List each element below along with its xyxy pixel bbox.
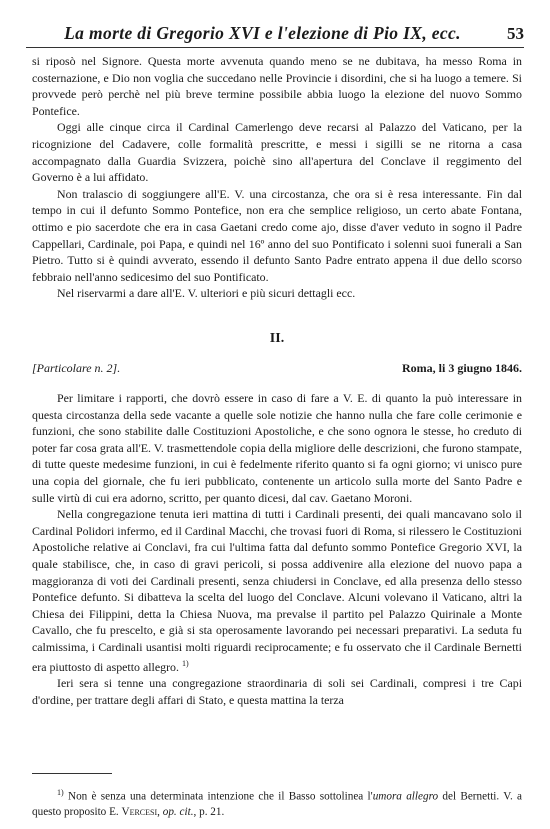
footnote-ref-marker: 1) (181, 658, 189, 668)
footnote-op-cit: op. cit. (162, 806, 194, 819)
page-body (32, 53, 522, 708)
page-number: 53 (507, 24, 524, 43)
footnote-italic-phrase: umora allegro (372, 790, 439, 803)
congregazione-text: Nella congregazione tenuta ieri mattina di tutti i Cardinali presenti, dei quali mancavano solo il Cardinal Polidori infermo, ed il Cardinal Macchi, che trovasi fuori di Roma, si rilessero le Costituzioni Apostoliche relative ai Conclavi, fra cui l'ultima fatta dal defunto sommo Pontefice Gregorio XVI, la quale stabilisce, che, in caso di gravi pericoli, si possa addivenire alla elezione del nuovo papa a maggioranza di voti dei Cardinali presenti, senza chiudersi in Conclave, ed alla presenza dello stesso Pontefice defunto. Si dibatteva la scelta del luogo del Conclave. Alcuni volevano il Vaticano, altri la Chiesa dei Filippini, detta la Chiesa Nuova, ma prevalse il partito pel Palazzo Quirinale a Monte Cavallo, che fu prescelto, e già si sta operosamente lavorando pei necessari preparativi. La seduta fu calmissima, i Cardinali usantisi molti riguardi reciprocamente; e fu osservato che il Cardinale Bernetti era piuttosto di aspetto allegro. (32, 507, 522, 674)
footnote-rule (32, 773, 112, 774)
footnote-text-c: , (157, 806, 163, 819)
header-rule (26, 47, 524, 48)
section-number: II. (269, 330, 285, 346)
footnote-page-ref: , p. 21. (193, 806, 225, 819)
running-header (26, 12, 524, 44)
paragraph-rapporti: Per limitare i rapporti, che dovrò essere in caso di fare a V. E. di quanto la può interessare in questa circostanza della sede vacante a quelle sole notizie che hanno nulla che fare colle cerimonie e funzioni, che sono stabilite dalle Costituzioni Apostoliche, e che sono ognora le stesse, ho creduto di poter far cosa grata all'E. V. trasmettendole copia della migliore delle descrizioni, che furono stampate, di tutte queste medesime funzioni, in cui è fedelmente riferito quanto si fa ogni giorno; vi unisco pure una copia del giornale, che fu ieri pubblicato, contenente un articolo sulla morte del Santo Padre e sulle virtù di cui era adorno, scritto, per quanto dicesi, dal cav. Gaetano Moroni. (32, 391, 522, 505)
place-date: Roma, li 3 giugno 1846. (401, 360, 522, 375)
paragraph-ieri-sera: Ieri sera si tenne una congregazione straordinaria di soli sei Cardinali, compresi i tre Capi d'ordine, per trattare degli affari di Stato, e questa mattina la terza (32, 676, 522, 707)
paragraph-circostanza: Non tralascio di soggiungere all'E. V. una circostanza, che ora si è resa interessante. Fin dal tempo in cui il defunto Sommo Pontefice, non era che semplice religioso, un certo abate Fontana, ottimo e pio sacerdote che era in casa Gaetani credo come ajo, disse d'aver veduto in sogno il Padre Cappellari, Cardinale, poi Papa, e quindi nel 16º anno del suo Pontificato i solenni suoi funerali a San Pietro. Tutto si è quindi avverato, essendo il defunto Santo Padre entrato appena il due dello scorso febbraio nell'anno sedicesimo del suo Pontificato. (32, 186, 522, 284)
footnote-text-a: Non è senza una determinata intenzione che il Basso sottolinea l' (67, 790, 373, 803)
paragraph-closing: Nel riservarmi a dare all'E. V. ulteriori e più sicuri dettagli ecc. (57, 286, 356, 301)
paragraph-congregazione (32, 506, 522, 675)
footnote (32, 785, 522, 821)
footnote-text-b: del Bernetti. V. a questo proposito E. (32, 790, 522, 819)
footnote-author: Vercesi (121, 806, 158, 819)
header-title: La morte di Gregorio XVI e l'elezione di Pio IX, ecc. (64, 23, 461, 43)
dateline (32, 360, 522, 377)
paragraph-continued: si riposò nel Signore. Questa morte avvenuta quando meno se ne dubitava, ha messo Roma in costernazione, e Dio non voglia che succedano nelle Provincie i disordini, che si ha luogo a temere. Si provvede però perchè nel più breve termine possibile abbia luogo la elezione del nuovo Sommo Pontefice. (32, 54, 522, 118)
paragraph-camerlengo: Oggi alle cinque circa il Cardinal Camerlengo deve recarsi al Palazzo del Vaticano, per la ricognizione del Cadavere, colle formalità prescritte, e messi i sigilli se ne ritorna a casa accompagnato dalla Guardia Svizzera, poichè sino all'apertura del Conclave il reggimento del Governo è a lui affidato. (32, 120, 522, 185)
source-reference: [Particolare n. 2]. (32, 360, 121, 375)
footnote-marker: 1) (57, 788, 64, 797)
